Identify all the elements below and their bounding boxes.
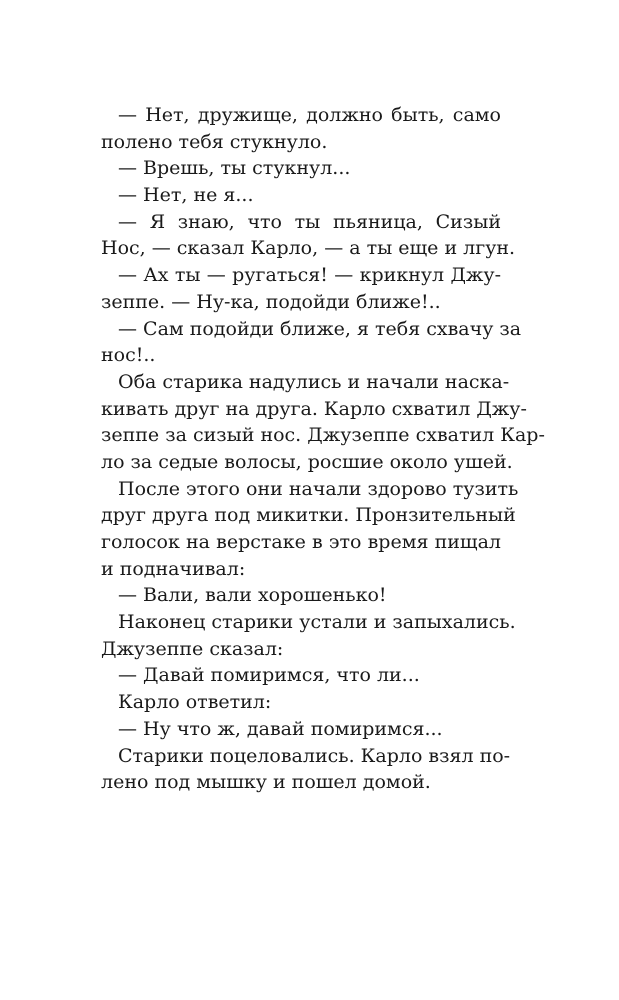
text-line: — Нет, не я...	[118, 184, 254, 207]
text-line: ло за седые волосы, росшие около ушей.	[101, 450, 513, 473]
text-line: — Я знаю, что ты пьяница, Сизый	[118, 210, 501, 233]
text-line: и подначивал:	[101, 557, 246, 580]
text-line: полено тебя стукнуло.	[101, 130, 328, 153]
text-line: Джузеппе сказал:	[101, 637, 284, 660]
text-line: голосок на верстаке в это время пищал	[101, 531, 501, 553]
text-line: — Вали, вали хорошенько!	[118, 584, 387, 607]
text-line: Старики поцеловались. Карло взял по-	[118, 744, 511, 767]
text-line: Оба старика надулись и начали наска-	[118, 370, 510, 393]
text-line: нос!..	[101, 344, 156, 367]
text-line: Наконец старики устали и запыхались.	[118, 611, 516, 634]
text-line: — Врешь, ты стукнул...	[118, 157, 351, 180]
text-line: — Ах ты — ругаться! — крикнул Джу-	[118, 264, 501, 287]
text-line: — Ну что ж, давай помиримся...	[118, 717, 443, 740]
text-line: Нос, — сказал Карло, — а ты еще и лгун.	[101, 237, 516, 260]
text-line: зеппе. — Ну-ка, подойди ближе!..	[101, 290, 441, 313]
text-line: друг друга под микитки. Пронзительный	[101, 504, 516, 527]
text-line: — Сам подойди ближе, я тебя схвачу за	[118, 317, 522, 340]
text-line: зеппе за сизый нос. Джузеппе схватил Кар-	[101, 424, 545, 447]
text-line: После этого они начали здорово тузить	[118, 477, 519, 500]
text-line: — Нет, дружище, должно быть, само	[118, 104, 501, 126]
text-line: лено под мышку и пошел домой.	[101, 771, 431, 794]
text-line: — Давай помиримся, что ли...	[118, 664, 420, 687]
body-text	[101, 102, 545, 796]
text-line: кивать друг на друга. Карло схватил Джу-	[101, 397, 527, 420]
text-line: Карло ответил:	[118, 691, 272, 714]
